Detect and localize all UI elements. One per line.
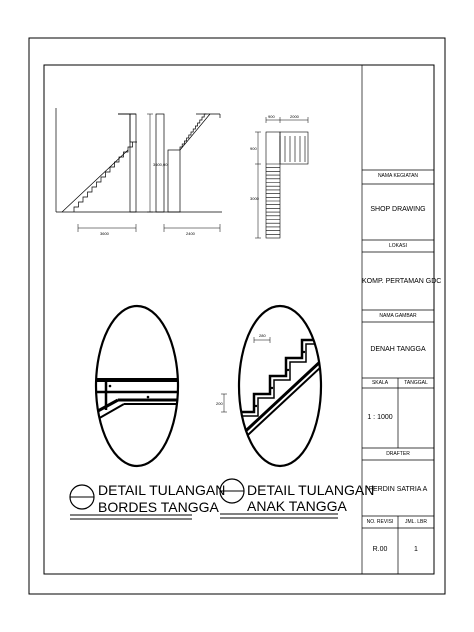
title-anak-line1: DETAIL TULANGAN xyxy=(247,482,375,498)
value-jml-lembar: 1 xyxy=(414,546,418,553)
label-nama-gambar: NAMA GAMBAR xyxy=(379,313,417,319)
plan-dimensions xyxy=(255,117,308,238)
elevation-dimensions xyxy=(78,114,220,232)
detail-anak-dimensions xyxy=(221,337,270,412)
value-nama-gambar: DENAH TANGGA xyxy=(370,346,426,353)
title-bordes-line1: DETAIL TULANGAN xyxy=(98,482,226,498)
value-drafter: FERDIN SATRIA A xyxy=(368,486,428,493)
label-nama-kegiatan: NAMA KEGIATAN xyxy=(377,173,419,179)
stair-plan xyxy=(266,132,308,238)
dim-height: 3600,00 xyxy=(153,162,168,167)
label-skala: SKALA xyxy=(371,380,389,386)
left-flight-steps xyxy=(74,114,137,212)
title-bordes xyxy=(70,482,225,519)
right-flight-steps xyxy=(180,114,206,150)
dim-plan-landing: 900 xyxy=(250,146,257,151)
value-no-revisi: R.00 xyxy=(372,546,388,553)
dim-bottom-left: 3600 xyxy=(100,231,109,236)
title-anak xyxy=(220,479,374,518)
label-lokasi: LOKASI xyxy=(388,243,408,249)
dim-plan-top-left: 900 xyxy=(268,114,275,119)
detail-anak-circle xyxy=(236,306,322,466)
plan-tread-lines xyxy=(266,136,305,234)
label-tanggal: TANGGAL xyxy=(404,380,428,386)
title-anak-line2: ANAK TANGGA xyxy=(247,498,347,514)
value-lokasi: KOMP. PERTAMAN GDC xyxy=(362,278,442,285)
label-no-revisi: NO. REVISI xyxy=(366,519,394,525)
dim-tread: 280 xyxy=(259,333,266,338)
label-jml-lembar: JML. LBR xyxy=(405,519,427,525)
label-drafter: DRAFTER xyxy=(386,451,410,457)
stair-section-elevation xyxy=(56,108,222,212)
dim-plan-top-right: 2000 xyxy=(290,114,299,119)
value-nama-kegiatan: SHOP DRAWING xyxy=(370,206,426,213)
value-skala: 1 : 1000 xyxy=(367,414,393,421)
dim-plan-flight: 3000 xyxy=(250,196,259,201)
dim-bottom-right: 2400 xyxy=(186,231,195,236)
dim-riser: 200 xyxy=(216,401,223,406)
title-bordes-line2: BORDES TANGGA xyxy=(98,499,219,515)
detail-bordes-circle xyxy=(96,306,180,466)
